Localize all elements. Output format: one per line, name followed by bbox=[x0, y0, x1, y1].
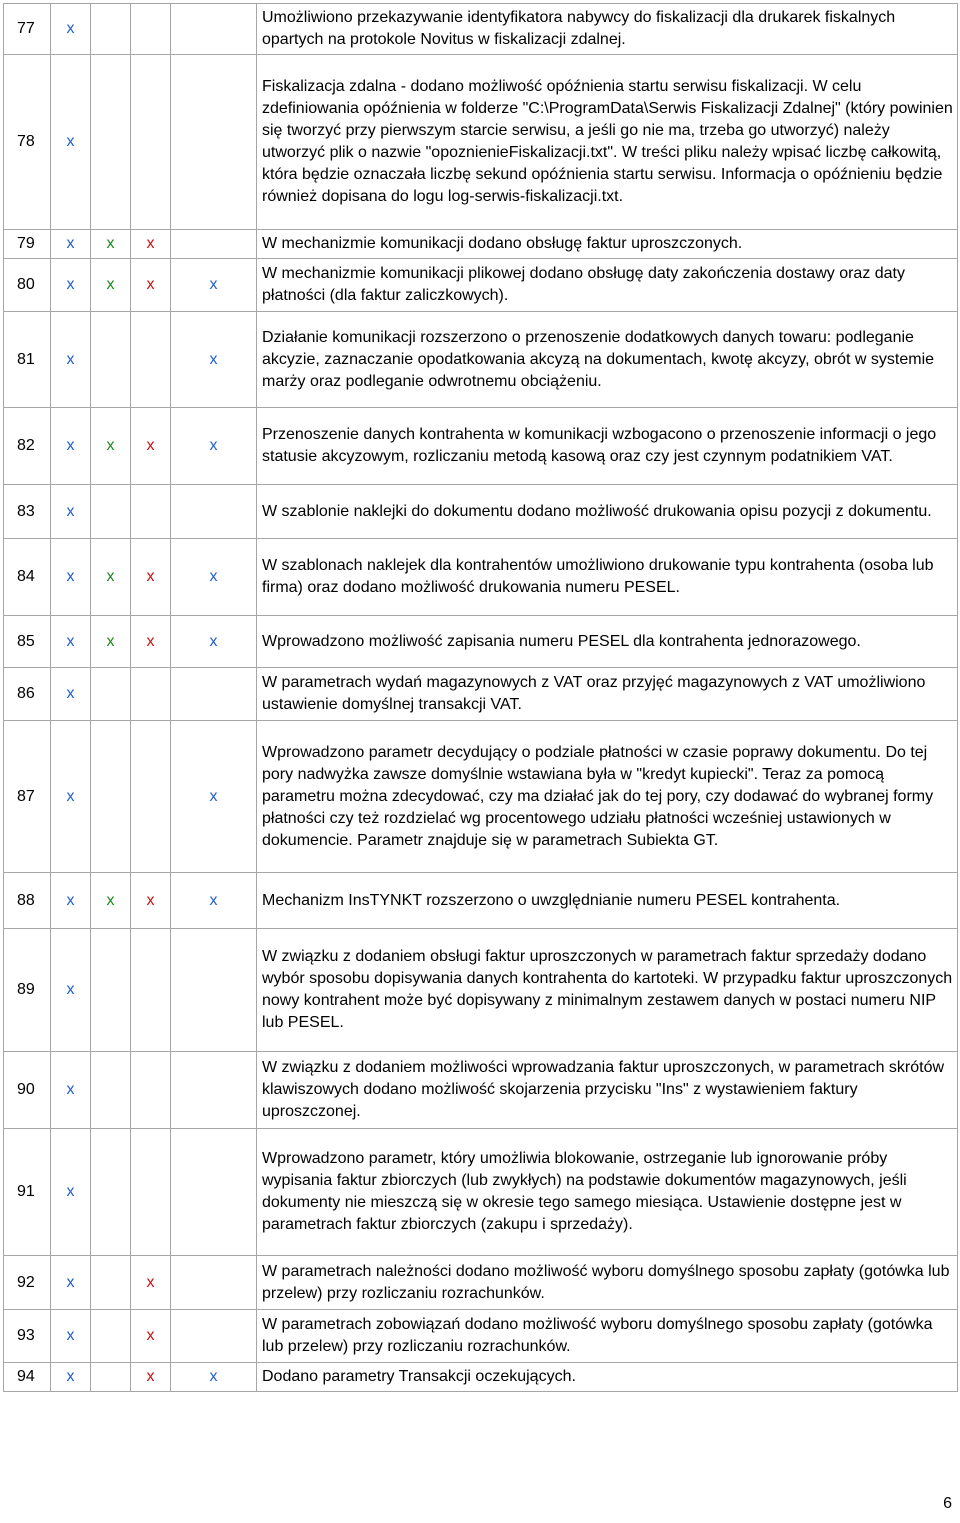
row-number: 94 bbox=[4, 1363, 51, 1392]
mark-col1: x bbox=[51, 929, 91, 1052]
row-description: Przenoszenie danych kontrahenta w komunikacji wzbogacono o przenoszenie informacji o jego statusie akcyzowym, rozliczaniu metodą kasową oraz czy jest czynnym podatnikiem VAT. bbox=[257, 408, 958, 485]
row-description: W parametrach zobowiązań dodano możliwość wyboru domyślnego sposobu zapłaty (gotówka lub przelew) przy rozliczaniu rozrachunków. bbox=[257, 1310, 958, 1363]
mark-col3: x bbox=[131, 1256, 171, 1310]
row-description: Umożliwiono przekazywanie identyfikatora nabywcy do fiskalizacji dla drukarek fiskalnych opartych na protokole Novitus w fiskalizacji zdalnej. bbox=[257, 4, 958, 55]
table-row bbox=[4, 721, 958, 873]
mark-col1: x bbox=[51, 312, 91, 408]
mark-col1: x bbox=[51, 4, 91, 55]
mark-col4 bbox=[171, 230, 257, 259]
mark-col3 bbox=[131, 4, 171, 55]
mark-col2 bbox=[91, 4, 131, 55]
mark-col4 bbox=[171, 929, 257, 1052]
mark-col1: x bbox=[51, 1363, 91, 1392]
row-description: Dodano parametry Transakcji oczekujących. bbox=[257, 1363, 958, 1392]
page-number: 6 bbox=[943, 1495, 952, 1512]
row-description: W związku z dodaniem możliwości wprowadzania faktur uproszczonych, w parametrach skrótów klawiszowych dodano możliwość skojarzenia przycisku "Ins" z wystawieniem faktury uproszczonej. bbox=[257, 1052, 958, 1129]
table-row bbox=[4, 1310, 958, 1363]
row-description: W szablonach naklejek dla kontrahentów umożliwiono drukowanie typu kontrahenta (osoba lub firma) oraz dodano możliwość drukowania numeru PESEL. bbox=[257, 539, 958, 616]
table-row bbox=[4, 55, 958, 230]
row-description: Mechanizm InsTYNKT rozszerzono o uwzględnianie numeru PESEL kontrahenta. bbox=[257, 873, 958, 929]
mark-col3: x bbox=[131, 539, 171, 616]
mark-col3: x bbox=[131, 616, 171, 668]
mark-col1: x bbox=[51, 539, 91, 616]
mark-col4 bbox=[171, 1052, 257, 1129]
table-row bbox=[4, 312, 958, 408]
mark-col4 bbox=[171, 485, 257, 539]
mark-col3 bbox=[131, 721, 171, 873]
mark-col2 bbox=[91, 1129, 131, 1256]
row-number: 78 bbox=[4, 55, 51, 230]
mark-col1: x bbox=[51, 873, 91, 929]
mark-col4: x bbox=[171, 539, 257, 616]
mark-col4: x bbox=[171, 312, 257, 408]
mark-col1: x bbox=[51, 259, 91, 312]
mark-col3: x bbox=[131, 1363, 171, 1392]
row-number: 90 bbox=[4, 1052, 51, 1129]
row-description: W parametrach należności dodano możliwość wyboru domyślnego sposobu zapłaty (gotówka lub przelew) przy rozliczaniu rozrachunków. bbox=[257, 1256, 958, 1310]
mark-col4: x bbox=[171, 1363, 257, 1392]
mark-col2 bbox=[91, 1256, 131, 1310]
table-row bbox=[4, 929, 958, 1052]
mark-col2 bbox=[91, 1363, 131, 1392]
table-row bbox=[4, 4, 958, 55]
table-row bbox=[4, 1052, 958, 1129]
mark-col3 bbox=[131, 929, 171, 1052]
mark-col3: x bbox=[131, 259, 171, 312]
mark-col3 bbox=[131, 55, 171, 230]
mark-col1: x bbox=[51, 1129, 91, 1256]
mark-col1: x bbox=[51, 485, 91, 539]
row-description: W mechanizmie komunikacji dodano obsługę faktur uproszczonych. bbox=[257, 230, 958, 259]
mark-col1: x bbox=[51, 1310, 91, 1363]
mark-col3 bbox=[131, 312, 171, 408]
row-description: Fiskalizacja zdalna - dodano możliwość opóźnienia startu serwisu fiskalizacji. W celu zdefiniowania opóźnienia w folderze "C:\ProgramData\Serwis Fiskalizacji Zdalnej" (który powinien się tworzyć przy pierwszym starcie serwisu, a jeśli go nie ma, trzeba go utworzyć) należy utworzyć plik o nazwie "opoznienieFiskalizacji.txt". W treści pliku należy wpisać liczbę całkowitą, która będzie oznaczała liczbę sekund opóźnienia startu serwisu. Informacja o opóźnieniu będzie również dopisana do logu log-serwis-fiskalizacji.txt. bbox=[257, 55, 958, 230]
mark-col2 bbox=[91, 485, 131, 539]
row-number: 86 bbox=[4, 668, 51, 721]
table-row bbox=[4, 539, 958, 616]
table-row bbox=[4, 259, 958, 312]
row-number: 88 bbox=[4, 873, 51, 929]
mark-col1: x bbox=[51, 230, 91, 259]
row-number: 84 bbox=[4, 539, 51, 616]
mark-col3 bbox=[131, 668, 171, 721]
mark-col2: x bbox=[91, 408, 131, 485]
mark-col4: x bbox=[171, 873, 257, 929]
row-number: 83 bbox=[4, 485, 51, 539]
row-description: W związku z dodaniem obsługi faktur uproszczonych w parametrach faktur sprzedaży dodano wybór sposobu dopisywania danych kontrahenta do kartoteki. W przypadku faktur uproszczonych nowy kontrahent może być dopisywany z minimalnym zestawem danych w postaci numeru NIP lub PESEL. bbox=[257, 929, 958, 1052]
row-number: 89 bbox=[4, 929, 51, 1052]
mark-col4 bbox=[171, 668, 257, 721]
row-number: 91 bbox=[4, 1129, 51, 1256]
mark-col4 bbox=[171, 1310, 257, 1363]
row-description: Wprowadzono parametr decydujący o podziale płatności w czasie poprawy dokumentu. Do tej pory nadwyżka zawsze domyślnie wstawiana była w "kredyt kupiecki". Teraz za pomocą parametru można zdecydować, czy ma działać jak do tej pory, czy dodawać do wybranej formy płatności czy też rozdzielać wg procentowego udziału płatności wcześniej ustawionych w dokumencie. Parametr znajduje się w parametrach Subiekta GT. bbox=[257, 721, 958, 873]
table-row bbox=[4, 616, 958, 668]
mark-col2: x bbox=[91, 259, 131, 312]
mark-col4: x bbox=[171, 721, 257, 873]
mark-col4 bbox=[171, 1256, 257, 1310]
table-row bbox=[4, 1363, 958, 1392]
row-number: 92 bbox=[4, 1256, 51, 1310]
mark-col1: x bbox=[51, 1052, 91, 1129]
mark-col2 bbox=[91, 1310, 131, 1363]
mark-col1: x bbox=[51, 1256, 91, 1310]
mark-col1: x bbox=[51, 616, 91, 668]
mark-col1: x bbox=[51, 668, 91, 721]
mark-col3 bbox=[131, 485, 171, 539]
mark-col2: x bbox=[91, 873, 131, 929]
row-description: W mechanizmie komunikacji plikowej dodano obsługę daty zakończenia dostawy oraz daty płatności (dla faktur zaliczkowych). bbox=[257, 259, 958, 312]
table-row bbox=[4, 485, 958, 539]
mark-col4: x bbox=[171, 259, 257, 312]
mark-col3: x bbox=[131, 230, 171, 259]
row-number: 77 bbox=[4, 4, 51, 55]
mark-col2: x bbox=[91, 616, 131, 668]
row-description: W szablonie naklejki do dokumentu dodano możliwość drukowania opisu pozycji z dokumentu. bbox=[257, 485, 958, 539]
mark-col2 bbox=[91, 721, 131, 873]
mark-col3: x bbox=[131, 873, 171, 929]
mark-col4 bbox=[171, 1129, 257, 1256]
mark-col3: x bbox=[131, 1310, 171, 1363]
row-number: 85 bbox=[4, 616, 51, 668]
mark-col2 bbox=[91, 1052, 131, 1129]
row-number: 80 bbox=[4, 259, 51, 312]
mark-col2 bbox=[91, 55, 131, 230]
table-row bbox=[4, 873, 958, 929]
row-description: Wprowadzono możliwość zapisania numeru PESEL dla kontrahenta jednorazowego. bbox=[257, 616, 958, 668]
mark-col3 bbox=[131, 1052, 171, 1129]
row-description: W parametrach wydań magazynowych z VAT oraz przyjęć magazynowych z VAT umożliwiono ustawienie domyślnej transakcji VAT. bbox=[257, 668, 958, 721]
mark-col3 bbox=[131, 1129, 171, 1256]
mark-col4 bbox=[171, 4, 257, 55]
row-number: 81 bbox=[4, 312, 51, 408]
mark-col3: x bbox=[131, 408, 171, 485]
table-row bbox=[4, 1129, 958, 1256]
mark-col2 bbox=[91, 668, 131, 721]
mark-col4: x bbox=[171, 616, 257, 668]
table-row bbox=[4, 230, 958, 259]
row-description: Działanie komunikacji rozszerzono o przenoszenie dodatkowych danych towaru: podleganie akcyzie, zaznaczanie opodatkowania akcyzą na dokumentach, kwotę akcyzy, obrót w systemie marży oraz podleganie odwrotnemu obciążeniu. bbox=[257, 312, 958, 408]
mark-col2 bbox=[91, 312, 131, 408]
row-number: 82 bbox=[4, 408, 51, 485]
table-row bbox=[4, 408, 958, 485]
table-row bbox=[4, 1256, 958, 1310]
mark-col1: x bbox=[51, 721, 91, 873]
row-number: 79 bbox=[4, 230, 51, 259]
mark-col1: x bbox=[51, 408, 91, 485]
mark-col4 bbox=[171, 55, 257, 230]
mark-col2 bbox=[91, 929, 131, 1052]
row-number: 87 bbox=[4, 721, 51, 873]
mark-col4: x bbox=[171, 408, 257, 485]
mark-col2: x bbox=[91, 539, 131, 616]
table-row bbox=[4, 668, 958, 721]
changes-table bbox=[3, 3, 958, 1392]
mark-col2: x bbox=[91, 230, 131, 259]
row-number: 93 bbox=[4, 1310, 51, 1363]
mark-col1: x bbox=[51, 55, 91, 230]
row-description: Wprowadzono parametr, który umożliwia blokowanie, ostrzeganie lub ignorowanie próby wypisania faktur zbiorczych (lub zwykłych) na podstawie dokumentów magazynowych, jeśli dokumenty nie mieszczą się w okresie tego samego miesiąca. Ustawienie dostępne jest w parametrach faktur zbiorczych (zakupu i sprzedaży). bbox=[257, 1129, 958, 1256]
